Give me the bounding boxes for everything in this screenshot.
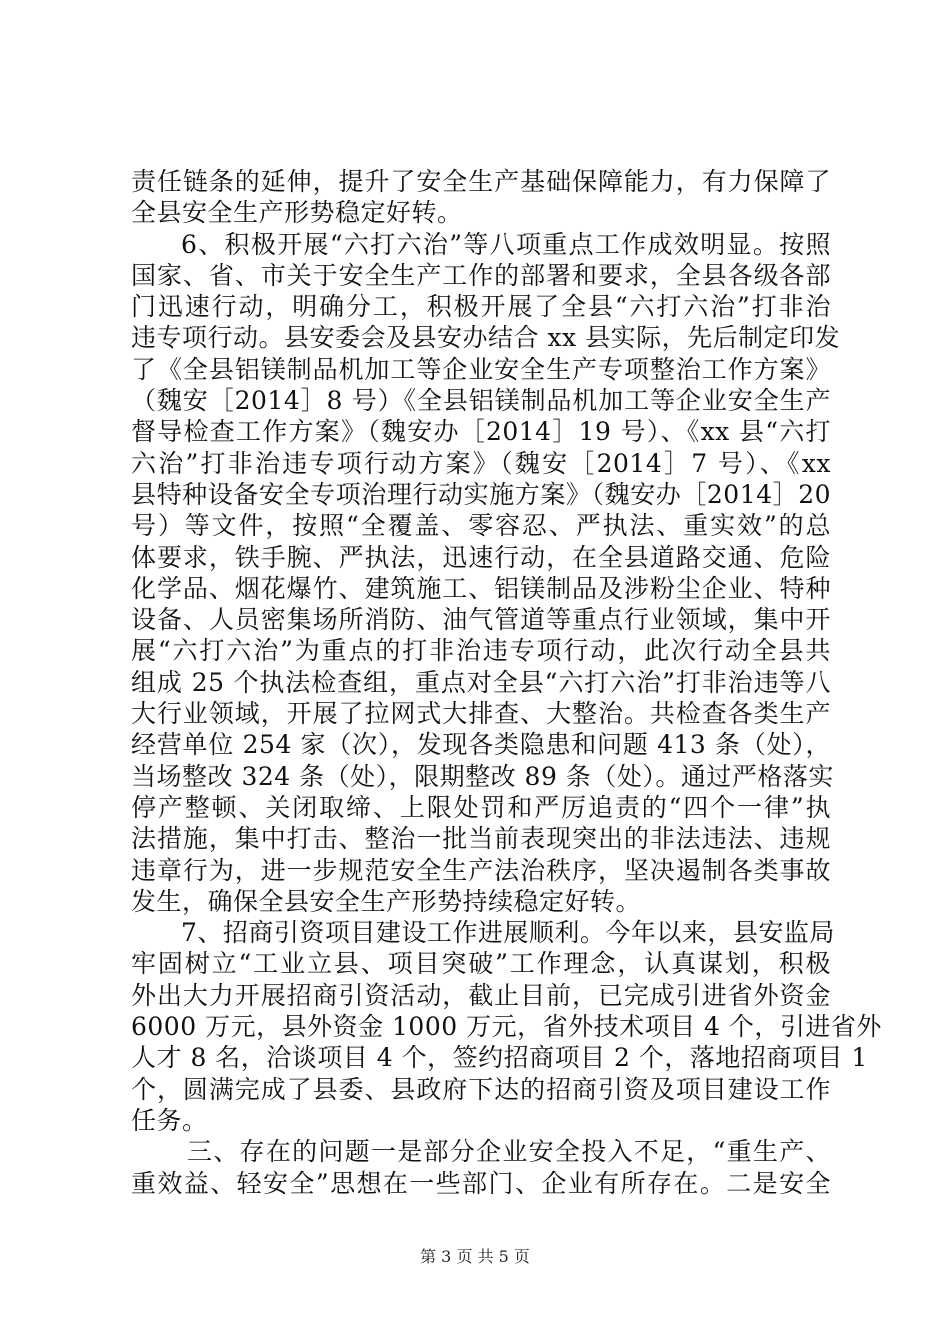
- text-line: 组成 25 个执法检查组，重点对全县“六打六治”打非治违等八: [131, 667, 831, 697]
- text-line: 化学品、烟花爆竹、建筑施工、铝镁制品及涉粉尘企业、特种: [131, 573, 831, 603]
- text-line: 发生，确保全县安全生产形势持续稳定好转。: [131, 886, 642, 916]
- page-number: 第 3 页 共 5 页: [420, 1247, 530, 1266]
- text-line: 违章行为，进一步规范安全生产法治秩序，坚决遏制各类事故: [131, 855, 831, 885]
- text-line: 体要求，铁手腕、严执法，迅速行动，在全县道路交通、危险: [131, 542, 831, 572]
- text-line: 号）等文件，按照“全覆盖、零容忍、严执法、重实效”的总: [131, 511, 831, 541]
- text-line: 个，圆满完成了县委、县政府下达的招商引资及项目建设工作: [131, 1074, 831, 1104]
- text-line: 法措施，集中打击、整治一批当前表现突出的非法违法、违规: [131, 824, 831, 854]
- text-line: 设备、人员密集场所消防、油气管道等重点行业领域，集中开: [131, 605, 831, 635]
- text-line: 外出大力开展招商引资活动，截止目前，已完成引进省外资金: [131, 980, 831, 1010]
- text-line: 了《全县铝镁制品机加工等企业安全生产专项整治工作方案》: [131, 354, 831, 384]
- text-line: 经营单位 254 家（次），发现各类隐患和问题 413 条（处），: [131, 730, 831, 760]
- text-line: 督导检查工作方案》（魏安办［2014］19 号）、《xx 县“六打: [131, 417, 831, 447]
- body-text: [131, 166, 882, 1199]
- text-line: 展“六打六治”为重点的打非治违专项行动，此次行动全县共: [131, 636, 831, 666]
- text-line: （魏安［2014］8 号）《全县铝镁制品机加工等企业安全生产: [131, 386, 831, 416]
- text-line: 责任链条的延伸，提升了安全生产基础保障能力，有力保障了: [131, 167, 831, 196]
- text-line: 违专项行动。县安委会及县安办结合 xx 县实际，先后制定印发: [131, 323, 841, 353]
- text-line: 重效益、轻安全”思想在一些部门、企业有所存在。二是安全: [131, 1168, 831, 1198]
- text-line: 任务。: [131, 1105, 208, 1135]
- text-line: 停产整顿、关闭取缔、上限处罚和严厉追责的“四个一律”执: [131, 792, 831, 822]
- text-line: 大行业领域，开展了拉网式大排查、大整治。共检查各类生产: [131, 699, 831, 729]
- text-line: 牢固树立“工业立县、项目突破”工作理念，认真谋划，积极: [131, 949, 831, 979]
- text-line: 全县安全生产形势稳定好转。: [131, 198, 463, 228]
- text-line: 人才 8 名，洽谈项目 4 个，签约招商项目 2 个，落地招商项目 1: [131, 1043, 868, 1073]
- text-line: 国家、省、市关于安全生产工作的部署和要求，全县各级各部: [131, 260, 831, 290]
- text-line: 县特种设备安全专项治理行动实施方案》（魏安办［2014］20: [131, 479, 831, 509]
- text-line: 6000 万元，县外资金 1000 万元，省外技术项目 4 个，引进省外: [131, 1012, 882, 1042]
- text-line: 六治”打非治违专项行动方案》（魏安［2014］7 号）、《xx: [131, 448, 831, 478]
- text-line: 7、招商引资项目建设工作进展顺利。今年以来，县安监局: [181, 918, 835, 948]
- text-line: 门迅速行动，明确分工，积极开展了全县“六打六治”打非治: [131, 292, 831, 322]
- text-line: 三、存在的问题一是部分企业安全投入不足，“重生产、: [187, 1137, 831, 1167]
- text-line: 6、积极开展“六打六治”等八项重点工作成效明显。按照: [181, 229, 831, 259]
- text-line: 当场整改 324 条（处），限期整改 89 条（处）。通过严格落实: [131, 761, 834, 791]
